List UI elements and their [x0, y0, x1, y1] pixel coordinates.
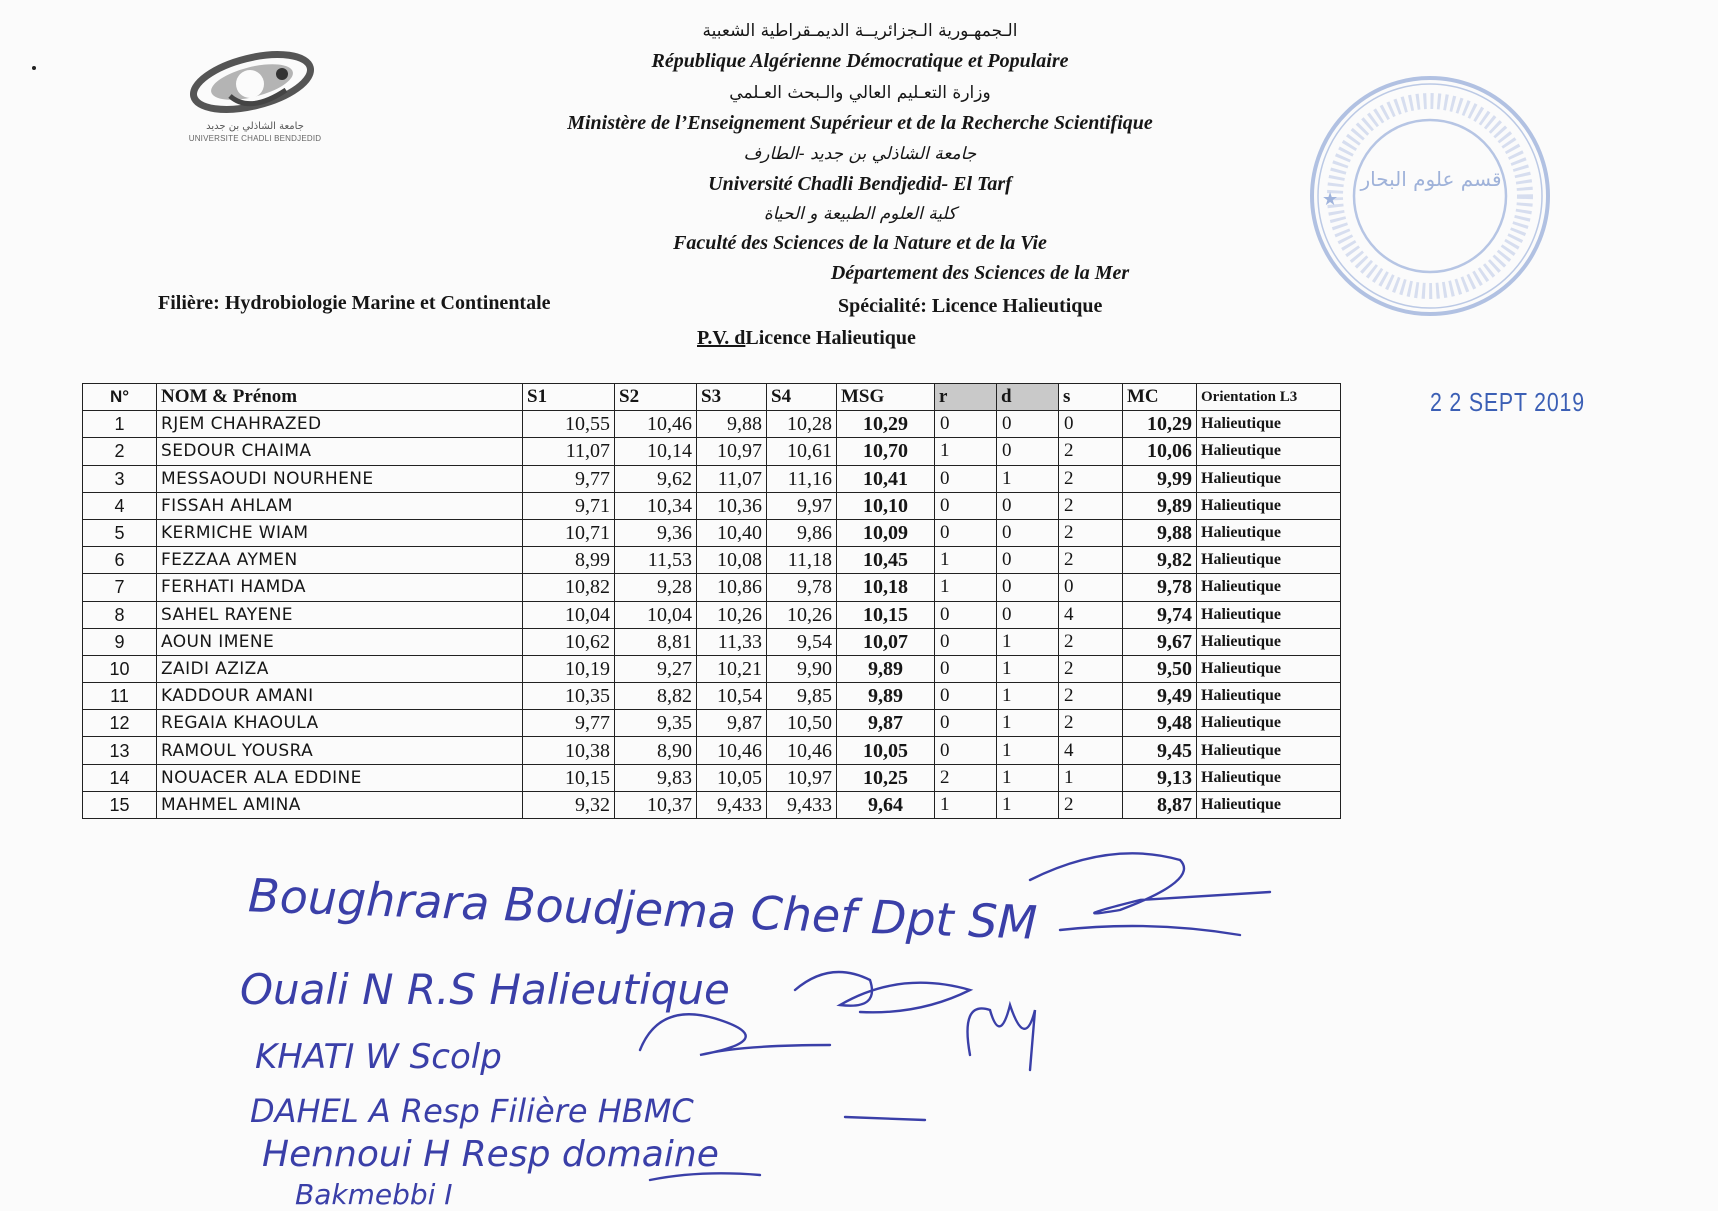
- cell-r: 0: [935, 465, 997, 492]
- col-header-s2: S2: [615, 384, 697, 411]
- cell-number: 9: [83, 628, 157, 655]
- cell-s: 2: [1059, 492, 1123, 519]
- cell-s4: 10,50: [767, 710, 837, 737]
- logo-arabic-text: جامعة الشاذلي بن جديد: [206, 121, 304, 132]
- cell-number: 13: [83, 737, 157, 764]
- signature-scribble-1: [1030, 853, 1270, 913]
- cell-msg: 10,10: [837, 492, 935, 519]
- header-fr-ministry: Ministère de l’Enseignement Supérieur et de la Recherche Scientifique: [567, 112, 1153, 134]
- cell-s: 4: [1059, 737, 1123, 764]
- cell-s: 4: [1059, 601, 1123, 628]
- cell-name: KADDOUR AMANI: [157, 683, 523, 710]
- cell-name: SEDOUR CHAIMA: [157, 438, 523, 465]
- cell-mc: 9,74: [1123, 601, 1197, 628]
- table-row: [83, 574, 1341, 601]
- cell-s4: 10,61: [767, 438, 837, 465]
- cell-r: 0: [935, 655, 997, 682]
- table-row: [83, 791, 1341, 818]
- cell-d: 1: [997, 791, 1059, 818]
- cell-msg: 9,89: [837, 683, 935, 710]
- cell-name: FISSAH AHLAM: [157, 492, 523, 519]
- filiere-label: Filière: Hydrobiologie Marine et Continentale: [158, 292, 551, 314]
- signature-underline-1: [1060, 926, 1240, 935]
- table-row: [83, 655, 1341, 682]
- cell-s3: 10,36: [697, 492, 767, 519]
- cell-msg: 10,05: [837, 737, 935, 764]
- cell-mc: 10,06: [1123, 438, 1197, 465]
- cell-mc: 8,87: [1123, 791, 1197, 818]
- cell-d: 0: [997, 519, 1059, 546]
- cell-d: 1: [997, 683, 1059, 710]
- cell-s4: 9,85: [767, 683, 837, 710]
- cell-msg: 10,25: [837, 764, 935, 791]
- pv-prefix: P.V. d: [697, 327, 746, 349]
- cell-s2: 10,34: [615, 492, 697, 519]
- cell-s1: 10,19: [523, 655, 615, 682]
- cell-s4: 9,90: [767, 655, 837, 682]
- header-fr-republic: République Algérienne Démocratique et Populaire: [651, 50, 1069, 72]
- cell-orientation: Halieutique: [1197, 791, 1341, 818]
- grades-table: [82, 383, 1341, 819]
- cell-mc: 9,67: [1123, 628, 1197, 655]
- header-ar-university: جامعة الشاذلي بن جديد -الطارف: [743, 144, 977, 164]
- cell-s: 1: [1059, 764, 1123, 791]
- cell-r: 1: [935, 547, 997, 574]
- signature-text-6: Bakmebbi I: [295, 1178, 453, 1211]
- cell-s3: 10,40: [697, 519, 767, 546]
- cell-s4: 10,97: [767, 764, 837, 791]
- cell-number: 2: [83, 438, 157, 465]
- cell-r: 1: [935, 574, 997, 601]
- cell-orientation: Halieutique: [1197, 764, 1341, 791]
- cell-number: 5: [83, 519, 157, 546]
- cell-s2: 9,28: [615, 574, 697, 601]
- cell-name: AOUN IMENE: [157, 628, 523, 655]
- cell-msg: 10,07: [837, 628, 935, 655]
- cell-s4: 9,54: [767, 628, 837, 655]
- cell-orientation: Halieutique: [1197, 547, 1341, 574]
- cell-name: FEZZAA AYMEN: [157, 547, 523, 574]
- cell-s4: 11,18: [767, 547, 837, 574]
- signature-text-1: Boughrara Boudjema Chef Dpt SM: [247, 868, 1039, 950]
- cell-orientation: Halieutique: [1197, 628, 1341, 655]
- cell-number: 6: [83, 547, 157, 574]
- col-header-number: N°: [83, 384, 157, 411]
- table-row: [83, 492, 1341, 519]
- col-header-s4: S4: [767, 384, 837, 411]
- cell-orientation: Halieutique: [1197, 438, 1341, 465]
- cell-mc: 9,13: [1123, 764, 1197, 791]
- cell-d: 0: [997, 492, 1059, 519]
- signature-text-5: Hennoui H Resp domaine: [262, 1134, 719, 1175]
- cell-orientation: Halieutique: [1197, 519, 1341, 546]
- cell-d: 1: [997, 764, 1059, 791]
- cell-d: 0: [997, 601, 1059, 628]
- cell-number: 4: [83, 492, 157, 519]
- cell-s3: 10,05: [697, 764, 767, 791]
- pv-title: [697, 327, 916, 350]
- cell-s2: 8,82: [615, 683, 697, 710]
- cell-s2: 9,83: [615, 764, 697, 791]
- header-ar-faculty: كلية العلوم الطبيعة و الحياة: [763, 204, 957, 224]
- cell-mc: 9,78: [1123, 574, 1197, 601]
- cell-name: MAHMEL AMINA: [157, 791, 523, 818]
- cell-s3: 9,88: [697, 411, 767, 438]
- cell-msg: 10,09: [837, 519, 935, 546]
- cell-name: NOUACER ALA EDDINE: [157, 764, 523, 791]
- cell-s: 2: [1059, 519, 1123, 546]
- cell-d: 1: [997, 710, 1059, 737]
- pv-title-text: Licence Halieutique: [745, 327, 916, 349]
- date-stamp: 2 2 SEPT 2019: [1430, 387, 1585, 417]
- cell-number: 11: [83, 683, 157, 710]
- cell-msg: 10,70: [837, 438, 935, 465]
- cell-r: 0: [935, 601, 997, 628]
- cell-mc: 9,89: [1123, 492, 1197, 519]
- cell-s: 2: [1059, 438, 1123, 465]
- cell-d: 1: [997, 655, 1059, 682]
- table-row: [83, 737, 1341, 764]
- table-row: [83, 438, 1341, 465]
- cell-s2: 10,04: [615, 601, 697, 628]
- cell-s2: 10,46: [615, 411, 697, 438]
- cell-s2: 9,36: [615, 519, 697, 546]
- cell-orientation: Halieutique: [1197, 710, 1341, 737]
- cell-mc: 9,82: [1123, 547, 1197, 574]
- header-ar-republic: الـجمهـورية الـجزائريــة الديمـقراطية الشعبية: [702, 21, 1018, 41]
- signature-text-3: KHATI W Scolp: [255, 1037, 502, 1077]
- cell-s3: 10,08: [697, 547, 767, 574]
- cell-number: 7: [83, 574, 157, 601]
- cell-s: 2: [1059, 628, 1123, 655]
- cell-number: 10: [83, 655, 157, 682]
- cell-s1: 10,55: [523, 411, 615, 438]
- header-fr-department: Département des Sciences de la Mer: [830, 262, 1130, 284]
- cell-s3: 9,433: [697, 791, 767, 818]
- cell-s1: 8,99: [523, 547, 615, 574]
- cell-number: 8: [83, 601, 157, 628]
- cell-d: 0: [997, 411, 1059, 438]
- cell-orientation: Halieutique: [1197, 683, 1341, 710]
- cell-orientation: Halieutique: [1197, 411, 1341, 438]
- cell-s1: 10,62: [523, 628, 615, 655]
- signature-scribble-3: [640, 1014, 830, 1055]
- cell-mc: 9,50: [1123, 655, 1197, 682]
- cell-s4: 9,97: [767, 492, 837, 519]
- department-stamp: [1304, 70, 1556, 322]
- cell-s1: 9,71: [523, 492, 615, 519]
- cell-number: 12: [83, 710, 157, 737]
- cell-msg: 10,29: [837, 411, 935, 438]
- col-header-d: d: [997, 384, 1059, 411]
- cell-d: 1: [997, 737, 1059, 764]
- cell-d: 1: [997, 465, 1059, 492]
- cell-number: 1: [83, 411, 157, 438]
- cell-s: 2: [1059, 710, 1123, 737]
- cell-s4: 11,16: [767, 465, 837, 492]
- cell-name: SAHEL RAYENE: [157, 601, 523, 628]
- logo-emblem-icon: [170, 44, 335, 124]
- cell-s3: 10,21: [697, 655, 767, 682]
- table-row: [83, 601, 1341, 628]
- cell-name: KERMICHE WIAM: [157, 519, 523, 546]
- header-fr-faculty: Faculté des Sciences de la Nature et de la Vie: [673, 232, 1047, 254]
- col-header-msg: MSG: [837, 384, 935, 411]
- cell-s2: 9,35: [615, 710, 697, 737]
- cell-s3: 10,86: [697, 574, 767, 601]
- cell-s: 2: [1059, 547, 1123, 574]
- cell-mc: 10,29: [1123, 411, 1197, 438]
- table-row: [83, 465, 1341, 492]
- cell-s3: 10,97: [697, 438, 767, 465]
- cell-s: 0: [1059, 411, 1123, 438]
- cell-s3: 11,33: [697, 628, 767, 655]
- cell-mc: 9,99: [1123, 465, 1197, 492]
- cell-name: RAMOUL YOUSRA: [157, 737, 523, 764]
- cell-s4: 10,28: [767, 411, 837, 438]
- table-row: [83, 683, 1341, 710]
- cell-mc: 9,88: [1123, 519, 1197, 546]
- col-header-orientation: Orientation L3: [1197, 384, 1341, 411]
- cell-mc: 9,45: [1123, 737, 1197, 764]
- cell-d: 1: [997, 628, 1059, 655]
- cell-s1: 10,82: [523, 574, 615, 601]
- col-header-s1: S1: [523, 384, 615, 411]
- cell-mc: 9,49: [1123, 683, 1197, 710]
- cell-number: 15: [83, 791, 157, 818]
- cell-d: 0: [997, 574, 1059, 601]
- cell-orientation: Halieutique: [1197, 574, 1341, 601]
- cell-s2: 9,27: [615, 655, 697, 682]
- cell-orientation: Halieutique: [1197, 601, 1341, 628]
- stamp-seal-icon: [1304, 70, 1556, 322]
- cell-r: 0: [935, 519, 997, 546]
- cell-s1: 9,77: [523, 710, 615, 737]
- cell-number: 14: [83, 764, 157, 791]
- header-ar-ministry: وزارة التعـليم العالي والـبحث العـلمي: [729, 83, 991, 103]
- cell-r: 1: [935, 791, 997, 818]
- cell-r: 0: [935, 492, 997, 519]
- cell-name: REGAIA KHAOULA: [157, 710, 523, 737]
- cell-r: 0: [935, 710, 997, 737]
- table-row: [83, 519, 1341, 546]
- cell-s3: 10,46: [697, 737, 767, 764]
- cell-d: 0: [997, 438, 1059, 465]
- cell-msg: 10,45: [837, 547, 935, 574]
- col-header-r: r: [935, 384, 997, 411]
- cell-s2: 9,62: [615, 465, 697, 492]
- col-header-s3: S3: [697, 384, 767, 411]
- table-row: [83, 547, 1341, 574]
- cell-name: RJEM CHAHRAZED: [157, 411, 523, 438]
- cell-s1: 10,04: [523, 601, 615, 628]
- cell-s2: 10,37: [615, 791, 697, 818]
- svg-text:★: ★: [1322, 189, 1339, 210]
- header-fr-university: Université Chadli Bendjedid- El Tarf: [708, 173, 1012, 195]
- cell-s3: 10,54: [697, 683, 767, 710]
- cell-s: 2: [1059, 791, 1123, 818]
- cell-orientation: Halieutique: [1197, 492, 1341, 519]
- signature-text-4: DAHEL A Resp Filière HBMC: [250, 1092, 694, 1130]
- cell-s4: 9,78: [767, 574, 837, 601]
- col-header-mc: MC: [1123, 384, 1197, 411]
- cell-msg: 10,15: [837, 601, 935, 628]
- cell-s4: 10,46: [767, 737, 837, 764]
- cell-r: 0: [935, 411, 997, 438]
- cell-r: 0: [935, 683, 997, 710]
- table-row: [83, 710, 1341, 737]
- cell-s3: 11,07: [697, 465, 767, 492]
- cell-msg: 10,41: [837, 465, 935, 492]
- cell-s1: 10,71: [523, 519, 615, 546]
- cell-msg: 10,18: [837, 574, 935, 601]
- table-row: [83, 764, 1341, 791]
- cell-msg: 9,89: [837, 655, 935, 682]
- cell-orientation: Halieutique: [1197, 655, 1341, 682]
- cell-s: 2: [1059, 683, 1123, 710]
- cell-s1: 9,77: [523, 465, 615, 492]
- table-header-row: [83, 384, 1341, 411]
- cell-msg: 9,64: [837, 791, 935, 818]
- cell-s2: 8,90: [615, 737, 697, 764]
- cell-name: ZAIDI AZIZA: [157, 655, 523, 682]
- cell-s1: 10,38: [523, 737, 615, 764]
- cell-r: 2: [935, 764, 997, 791]
- cell-s1: 10,15: [523, 764, 615, 791]
- cell-mc: 9,48: [1123, 710, 1197, 737]
- cell-s3: 9,87: [697, 710, 767, 737]
- cell-s1: 11,07: [523, 438, 615, 465]
- cell-s2: 11,53: [615, 547, 697, 574]
- cell-r: 1: [935, 438, 997, 465]
- cell-s: 0: [1059, 574, 1123, 601]
- signature-text-2: Ouali N R.S Halieutique: [240, 965, 730, 1014]
- signature-strike-4: [845, 1117, 925, 1120]
- signature-scribble-2: [795, 972, 970, 1012]
- cell-r: 0: [935, 628, 997, 655]
- cell-s4: 9,86: [767, 519, 837, 546]
- table-row: [83, 411, 1341, 438]
- specialite-label: Spécialité: Licence Halieutique: [838, 295, 1103, 317]
- cell-s4: 10,26: [767, 601, 837, 628]
- cell-s3: 10,26: [697, 601, 767, 628]
- cell-d: 0: [997, 547, 1059, 574]
- cell-s: 2: [1059, 655, 1123, 682]
- cell-orientation: Halieutique: [1197, 465, 1341, 492]
- cell-s: 2: [1059, 465, 1123, 492]
- cell-orientation: Halieutique: [1197, 737, 1341, 764]
- cell-r: 0: [935, 737, 997, 764]
- cell-number: 3: [83, 465, 157, 492]
- signature-scribble-4: [968, 1005, 1036, 1070]
- cell-s1: 10,35: [523, 683, 615, 710]
- cell-s2: 8,81: [615, 628, 697, 655]
- table-row: [83, 628, 1341, 655]
- cell-name: MESSAOUDI NOURHENE: [157, 465, 523, 492]
- stray-dot: [32, 66, 36, 70]
- stamp-label: قسم علوم البحار: [1360, 167, 1502, 191]
- logo-french-text: UNIVERSITE CHADLI BENDJEDID: [188, 134, 322, 143]
- cell-s1: 9,32: [523, 791, 615, 818]
- cell-name: FERHATI HAMDA: [157, 574, 523, 601]
- cell-msg: 9,87: [837, 710, 935, 737]
- col-header-name: NOM & Prénom: [157, 384, 523, 411]
- cell-s4: 9,433: [767, 791, 837, 818]
- col-header-s: s: [1059, 384, 1123, 411]
- cell-s2: 10,14: [615, 438, 697, 465]
